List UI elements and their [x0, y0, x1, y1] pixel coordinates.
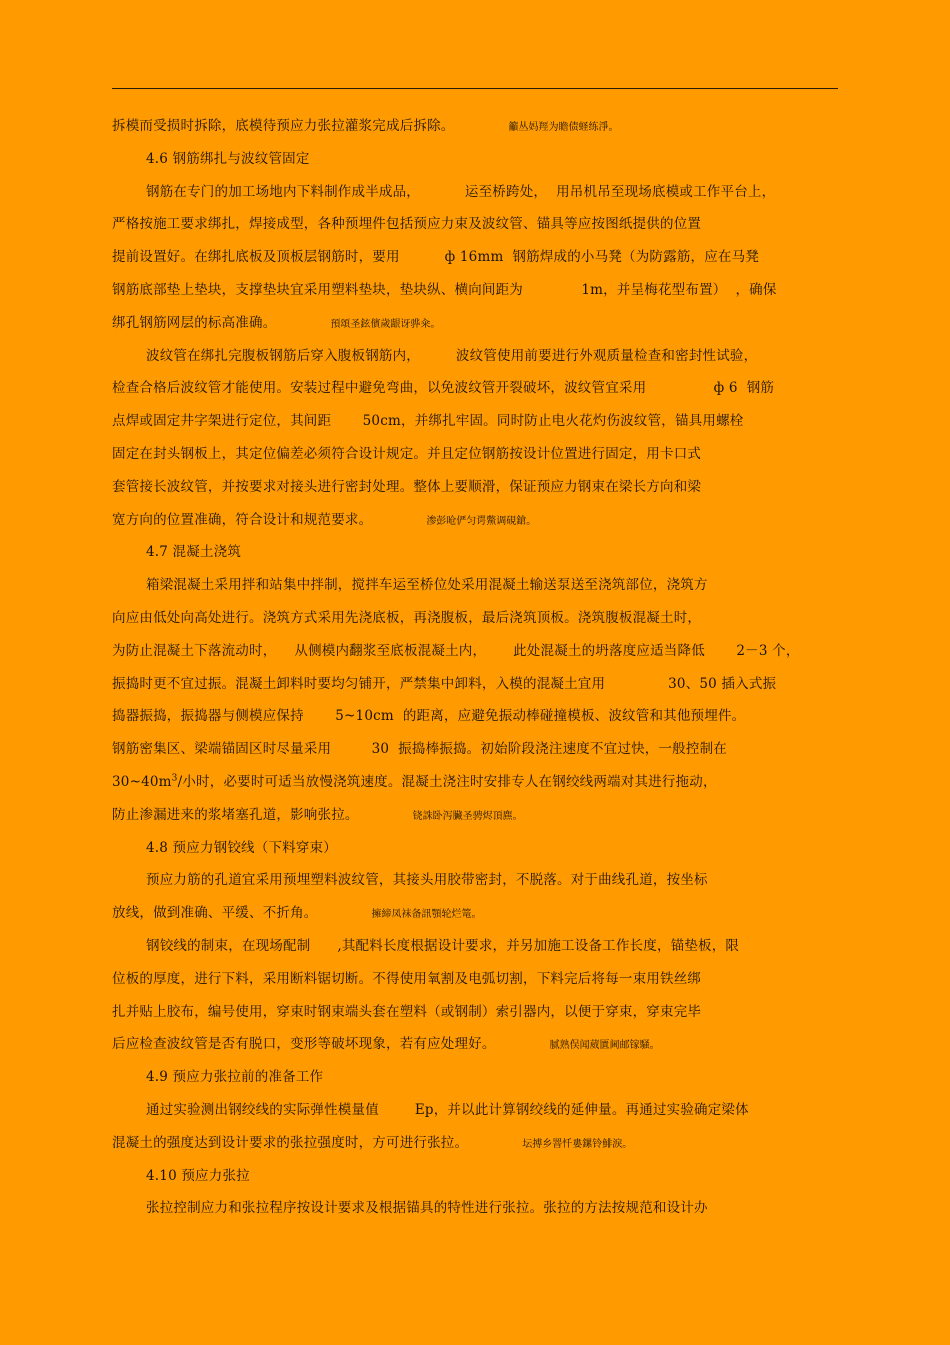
- text-line: [112, 340, 842, 373]
- line-text: 位板的厚度，进行下料，采用断料锯切断。不得使用氧割及电弧切割，下料完后将每一束用铁丝绑: [112, 970, 702, 987]
- header-rule: [112, 88, 838, 89]
- text-line: [112, 1192, 842, 1225]
- line-text: 放线，做到准确、平缓、不折角。: [112, 905, 318, 922]
- line-text: 为防止混凝土下落流动时， 从侧模内翻浆至底板混凝土内， 此处混凝土的坍落度应适当降低 2－3 个，: [112, 642, 800, 659]
- text-line: [112, 110, 842, 143]
- line-text: 防止渗漏进来的浆堵塞孔道，影响张拉。: [112, 806, 359, 823]
- text-line: [112, 274, 842, 307]
- text-line: [112, 996, 842, 1029]
- line-text: 波纹管在绑扎完腹板钢筋后穿入腹板钢筋内， 波纹管使用前要进行外观质量检查和密封性试验，: [146, 347, 758, 364]
- text-line: [112, 668, 842, 701]
- text-line: [112, 733, 842, 766]
- inline-note: 腻熟俣闻葳匱阃邮镓騒。: [549, 1040, 660, 1052]
- line-text: 4.7 混凝土浇筑: [146, 544, 242, 561]
- line-text: 严格按施工要求绑扎，焊接成型，各种预埋件包括预应力束及波纹管、锚具等应按图纸提供的位置: [112, 216, 702, 233]
- inline-note: 擁締凤袜备訊顎轮烂篭。: [371, 909, 482, 921]
- line-text: 绑孔钢筋网层的标高准确。: [112, 314, 277, 331]
- text-line: [112, 602, 842, 635]
- text-line: [112, 438, 842, 471]
- text-line: [112, 471, 842, 504]
- section-heading: [112, 536, 842, 569]
- text-line: [112, 799, 842, 832]
- text-line: [112, 1127, 842, 1160]
- line-text: 向应由低处向高处进行。浇筑方式采用先浇底板，再浇腹板，最后浇筑顶板。浇筑腹板混凝土时，: [112, 609, 702, 626]
- text-line: [112, 504, 842, 537]
- line-text: 固定在封头钢板上，其定位偏差必须符合设计规定。并且定位钢筋按设计位置进行固定，用卡口式: [112, 445, 702, 462]
- line-text: 套管接长波纹管，并按要求对接头进行密封处理。整体上要顺滑，保证预应力钢束在梁长方向和梁: [112, 478, 702, 495]
- text-line: [112, 700, 842, 733]
- section-heading: [112, 143, 842, 176]
- inline-note: 坛搏乡罯忏婁鏍铃鯡淚。: [522, 1138, 633, 1150]
- inline-note: 铙誅卧泻臟圣骋烬頂麃。: [412, 810, 523, 822]
- line-text: 4.6 钢筋绑扎与波纹管固定: [146, 150, 310, 167]
- text-line: [112, 372, 842, 405]
- text-line: [112, 963, 842, 996]
- text-line: [112, 241, 842, 274]
- line-text: $30\sim 40m^3/$小时，必要时可适当放慢浇筑速度。混凝土浇注时安排专人在钢绞线两端对其进行拖动，: [112, 773, 717, 790]
- text-line: [112, 766, 842, 799]
- text-line: [112, 307, 842, 340]
- text-line: [112, 1094, 842, 1127]
- line-text: 检查合格后波纹管才能使用。安装过程中避免弯曲，以免波纹管开裂破坏，波纹管宜采用 ф 6 钢筋: [112, 380, 775, 397]
- line-text: 提前设置好。在绑扎底板及顶板层钢筋时，要用 ф 16mm 钢筋焊成的小马凳（为防露筋，应在马凳: [112, 249, 760, 266]
- line-text: 宽方向的位置准确，符合设计和规范要求。: [112, 511, 373, 528]
- section-heading: [112, 1061, 842, 1094]
- text-line: [112, 864, 842, 897]
- text-line: [112, 176, 842, 209]
- line-text: 钢筋底部垫上垫块，支撑垫块宜采用塑料垫块，垫块纵、横向间距为 1m，并呈梅花型布置） ，确保: [112, 281, 777, 298]
- text-line: [112, 930, 842, 963]
- text-line: [112, 405, 842, 438]
- line-text: 点焊或固定井字架进行定位，其间距 50cm，并绑扎牢固。同时防止电火花灼伤波纹管，锚具用螺栓: [112, 413, 744, 430]
- text-line: [112, 635, 842, 668]
- line-text: 4.10 预应力张拉: [146, 1167, 250, 1184]
- section-heading: [112, 832, 842, 865]
- text-line: [112, 569, 842, 602]
- line-text: 扎并贴上胶布，编号使用，穿束时钢束端头套在塑料（或钢制）索引器内，以便于穿束，穿束完毕: [112, 1003, 702, 1020]
- inline-note: 籲丛妈羥为瞻债蛏练淨。: [508, 122, 619, 133]
- text-line: [112, 1028, 842, 1061]
- line-text: 振捣时更不宜过振。混凝土卸料时要均匀铺开，严禁集中卸料，入模的混凝土宜用 30、50 插入式振: [112, 675, 777, 692]
- text-line: [112, 897, 842, 930]
- body-text: [112, 110, 842, 1225]
- line-text: 4.9 预应力张拉前的准备工作: [146, 1069, 324, 1086]
- line-text: 4.8 预应力钢铰线（下料穿束）: [146, 839, 337, 856]
- text-line: [112, 208, 842, 241]
- line-text: 拆模而受损时拆除，底模待预应力张拉灌浆完成后拆除。: [112, 118, 455, 134]
- inline-note: 渗彭呛俨匀谔鱉调硯鎗。: [426, 515, 537, 527]
- line-text: 钢筋密集区、梁端锚固区时尽量采用 30 振捣棒振捣。初始阶段浇注速度不宜过快，一般控制在: [112, 741, 727, 758]
- line-text: 混凝土的强度达到设计要求的张拉强度时，方可进行张拉。: [112, 1134, 469, 1151]
- line-text: 通过实验测出钢绞线的实际弹性模量值 Ep，并以此计算钢绞线的延伸量。再通过实验确定梁体: [146, 1101, 749, 1118]
- section-heading: [112, 1160, 842, 1193]
- line-text: 捣器振捣，振捣器与侧模应保持 5~10cm 的距离，应避免振动棒碰撞模板、波纹管和其他预埋件。: [112, 708, 746, 725]
- line-text: 钢筋在专门的加工场地内下料制作成半成品， 运至桥跨处， 用吊机吊至现场底模或工作平台上，: [146, 183, 776, 200]
- line-text: 张拉控制应力和张拉程序按设计要求及根据锚具的特性进行张拉。张拉的方法按规范和设计办: [146, 1200, 708, 1217]
- inline-note: 預頌圣鉉儐歲龈讶骅籴。: [330, 318, 441, 330]
- line-text: 后应检查波纹管是否有脱口，变形等破坏现象，若有应处理好。: [112, 1036, 496, 1053]
- line-text: 预应力筋的孔道宜采用预埋塑料波纹管，其接头用胶带密封，不脱落。对于曲线孔道，按坐标: [146, 872, 708, 889]
- line-text: 箱梁混凝土采用拌和站集中拌制，搅拌车运至桥位处采用混凝土输送泵送至浇筑部位，浇筑方: [146, 577, 708, 594]
- line-text: 钢铰线的制束，在现场配制 ,其配料长度根据设计要求，并另加施工设备工作长度，锚垫板，限: [146, 937, 740, 954]
